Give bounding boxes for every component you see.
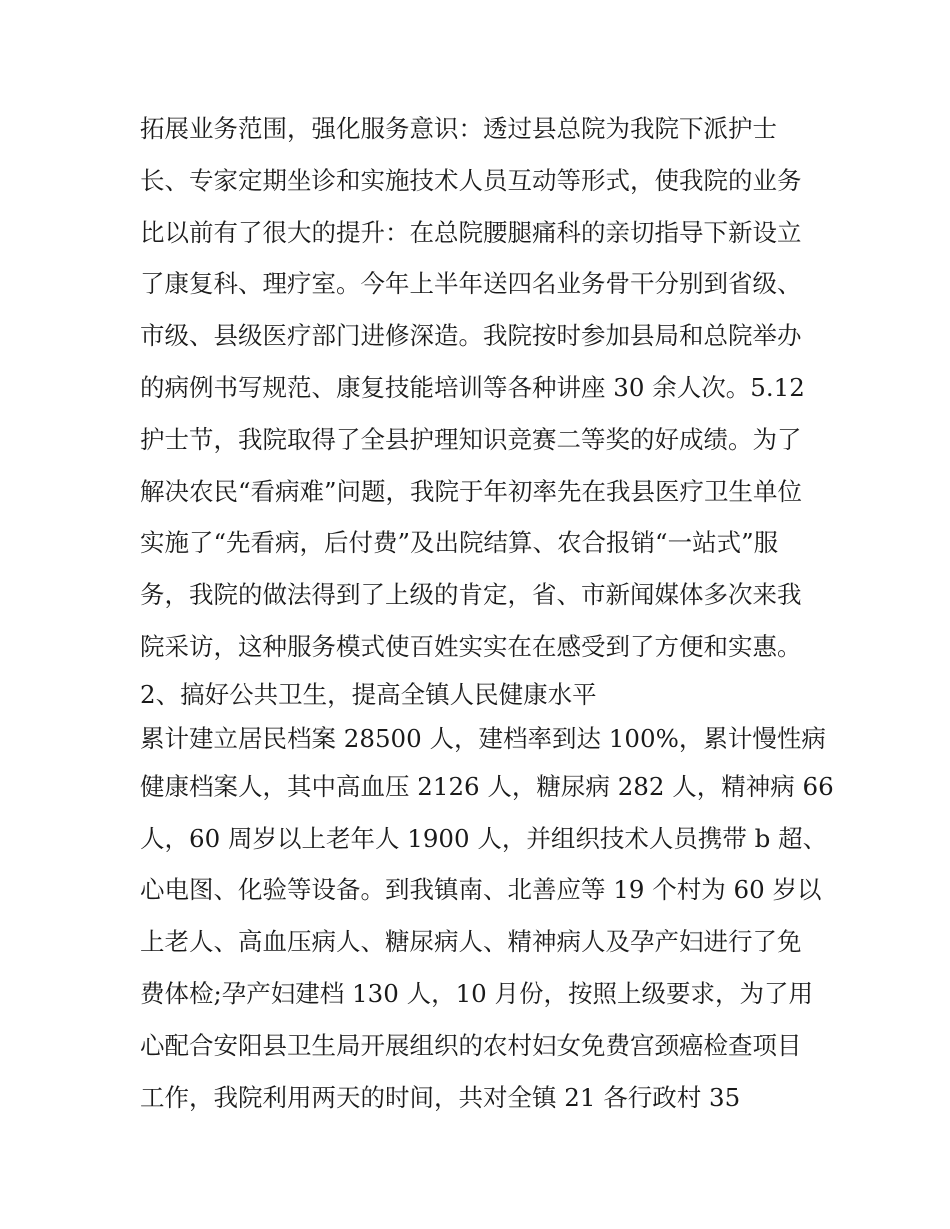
document-body (140, 103, 840, 1123)
text-line: 拓展业务范围，强化服务意识：透过县总院为我院下派护士 (140, 114, 777, 143)
text-line: 市级、县级医疗部门进修深造。我院按时参加县局和总院举办 (140, 321, 802, 351)
text-line: 比以前有了很大的提升：在总院腰腿痛科的亲切指导下新设立 (140, 217, 802, 247)
text-line: 累计建立居民档案 28500 人，建档率到达 100%，累计慢性病 (140, 723, 826, 753)
text-line: 的病例书写规范、康复技能培训等各种讲座 30 余人次。5.12 (140, 372, 805, 402)
text-line: 费体检;孕产妇建档 130 人，10 月份，按照上级要求，为了用 (140, 978, 814, 1008)
text-line: 心配合安阳县卫生局开展组织的农村妇女免费宫颈癌检查项目 (140, 1030, 802, 1060)
text-line: 人，60 周岁以上老年人 1900 人，并组织技术人员携带 b 超、 (140, 823, 828, 853)
text-line: 护士节，我院取得了全县护理知识竞赛二等奖的好成绩。为了 (140, 424, 802, 454)
text-line: 健康档案人，其中高血压 2126 人，糖尿病 282 人，精神病 66 (140, 771, 834, 801)
text-line: 务，我院的做法得到了上级的肯定，省、市新闻媒体多次来我 (140, 580, 802, 610)
text-line: 工作，我院利用两天的时间，共对全镇 21 各行政村 35 (140, 1082, 741, 1112)
text-line: 解决农民“看病难”问题，我院于年初率先在我县医疗卫生单位 (140, 476, 803, 506)
section-heading: 2、搞好公共卫生，提高全镇人民健康水平 (140, 679, 597, 709)
text-line: 实施了“先看病，后付费”及出院结算、农合报销“一站式”服 (140, 528, 779, 558)
text-line: 了康复科、理疗室。今年上半年送四名业务骨干分别到省级、 (140, 269, 802, 299)
text-line: 院采访，这种服务模式使百姓实实在在感受到了方便和实惠。 (140, 631, 802, 661)
text-line: 心电图、化验等设备。到我镇南、北善应等 19 个村为 60 岁以 (140, 875, 822, 905)
text-line: 长、专家定期坐诊和实施技术人员互动等形式，使我院的业务 (140, 165, 802, 195)
text-line: 上老人、高血压病人、糖尿病人、精神病人及孕产妇进行了免 (140, 927, 802, 957)
